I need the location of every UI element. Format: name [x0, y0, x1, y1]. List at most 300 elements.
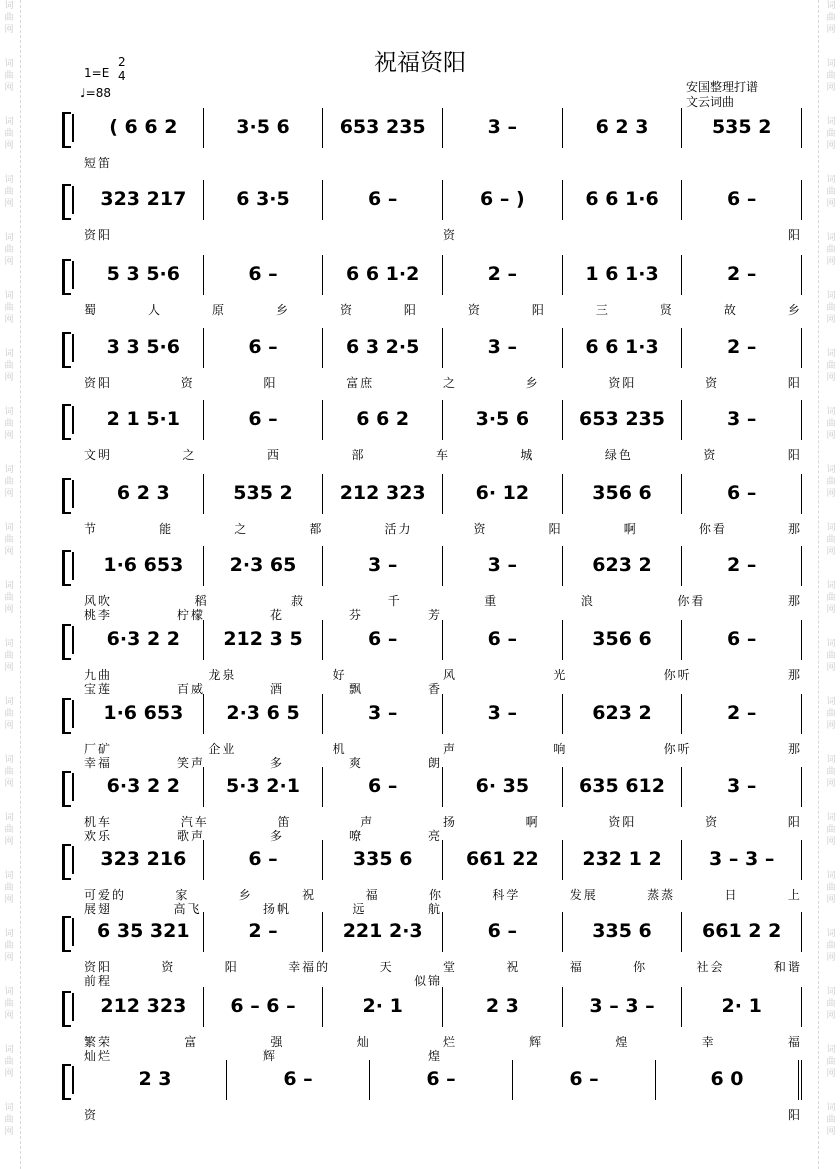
right-watermark: 词曲网 词曲网 词曲网 词曲网 词曲网 词曲网 词曲网 词曲网 词曲网 词曲网 词曲网 词曲网 词曲网 词曲网 词曲网 词曲网 词曲网 词曲网 词曲网 词曲网 [826, 1, 836, 1137]
lyric-word: 声 [360, 815, 375, 829]
lyric-word: 辉 [529, 1035, 544, 1049]
lyric-word: 亮 [427, 829, 442, 843]
measure [84, 180, 204, 220]
lyric-word: 笑声 [176, 756, 205, 770]
lyric-word: 灿 [356, 1035, 371, 1049]
lyric-word: 那 [787, 668, 802, 682]
measure-notes: 6 – [426, 1068, 456, 1090]
measure-row [84, 840, 802, 880]
measure-notes: 6 6 2 [356, 408, 410, 430]
measure [370, 1060, 513, 1100]
lyric-word: 资 [467, 303, 482, 317]
measure [682, 767, 802, 807]
lyric-word: 汽车 [180, 815, 209, 829]
lyric-word: 绿色 [604, 448, 633, 462]
system-brace [62, 844, 71, 880]
measure-row [84, 987, 802, 1027]
measure-row [84, 620, 802, 660]
lyric-word: 日 [724, 888, 739, 902]
measure-notes: 2 – [727, 702, 757, 724]
measure-notes: 6·3 2 2 [106, 628, 180, 650]
lyric-word: 柠檬 [176, 608, 205, 622]
lyric-word: 祝 [506, 960, 521, 974]
measure-notes: 6 – [727, 628, 757, 650]
lyric-word: 繁荣 [84, 1035, 113, 1049]
measure [682, 987, 802, 1027]
measure-row [84, 255, 802, 295]
lyric-word: 高飞 [173, 902, 202, 916]
measure [563, 620, 683, 660]
measure [204, 328, 324, 368]
system-brace [62, 1064, 71, 1100]
measure-row [84, 546, 802, 586]
measure [563, 400, 683, 440]
measure [323, 546, 443, 586]
lyric-word: 富 [184, 1035, 199, 1049]
measure-notes: 3 – [727, 775, 757, 797]
system-brace [62, 550, 71, 586]
lyric-word: 阳 [787, 815, 802, 829]
system-brace [62, 991, 71, 1027]
lyric-word: 多 [269, 829, 284, 843]
lyric-word: 都 [309, 522, 324, 536]
measure [84, 546, 204, 586]
measure-notes: 6· 35 [475, 775, 530, 797]
measure [84, 767, 204, 807]
measure-row [84, 474, 802, 514]
system-barline [72, 480, 74, 508]
measure-notes: 3·5 6 [475, 408, 530, 430]
lyric-word: 幸福 [84, 756, 113, 770]
lyric-word: 蜀 [84, 303, 99, 317]
measure [84, 620, 204, 660]
lyric-word: 阳 [548, 522, 563, 536]
lyric-word: 上 [787, 888, 802, 902]
lyric-word: 香 [427, 682, 442, 696]
measure [682, 474, 802, 514]
measure [563, 255, 683, 295]
lyric-word: 阳 [787, 448, 802, 462]
measure [563, 767, 683, 807]
composer-credit: 文云词曲 [686, 95, 735, 109]
measure [204, 474, 324, 514]
measure [682, 620, 802, 660]
lyric-word: 可爱的 [84, 888, 127, 902]
measure [204, 840, 324, 880]
measure [682, 400, 802, 440]
lyric-word: 富庶 [346, 376, 375, 390]
measure-notes: 661 2 2 [702, 920, 782, 942]
measure-notes: 335 6 [352, 848, 413, 870]
lyric-word: 好 [332, 668, 347, 682]
lyric-word: 企业 [208, 742, 237, 756]
measure-notes: 6 6 1·6 [585, 188, 659, 210]
lyric-line [84, 301, 802, 318]
measure [682, 912, 802, 952]
measure-notes: 6 35 321 [97, 920, 190, 942]
measure-row [84, 328, 802, 368]
measure [204, 987, 324, 1027]
measure [84, 987, 204, 1027]
lyric-word: 阳 [787, 1108, 802, 1122]
lyric-word: 那 [787, 742, 802, 756]
lyric-word: 你 [633, 960, 648, 974]
measure-notes: 3 – [727, 408, 757, 430]
measure-notes: 6 6 1·2 [346, 263, 420, 285]
left-page-border [20, 0, 21, 1169]
measure-row [84, 180, 802, 220]
lyric-word: 酒 [269, 682, 284, 696]
measure-notes: 6· 12 [475, 482, 530, 504]
measure [204, 546, 324, 586]
measure-notes: 356 6 [592, 628, 652, 650]
measure-notes: 6 3 2·5 [346, 336, 420, 358]
lyric-word: 烂 [442, 1035, 457, 1049]
lyric-line [84, 154, 802, 171]
lyric-word: 资阳 [608, 376, 637, 390]
lyric-word: 前程 [84, 974, 113, 988]
lyric-word: 声 [442, 742, 457, 756]
measure [204, 620, 324, 660]
meter-top: 2 [118, 55, 126, 69]
measure [563, 546, 683, 586]
lyric-word: 厂矿 [84, 742, 113, 756]
lyric-word: 资 [705, 815, 720, 829]
measure [443, 180, 563, 220]
measure-notes: 2· 1 [362, 995, 403, 1017]
system-barline [72, 773, 74, 801]
lyric-word: 光 [553, 668, 568, 682]
lyric-word: 原 [211, 303, 226, 317]
lyric-line [84, 1106, 802, 1123]
system-brace [62, 916, 71, 952]
measure [682, 840, 802, 880]
measure-notes: 623 2 [592, 702, 652, 724]
measure-notes: 5·3 2·1 [226, 775, 300, 797]
measure [443, 546, 563, 586]
measure [204, 912, 324, 952]
measure [563, 328, 683, 368]
lyric-word: 资 [473, 522, 488, 536]
measure-row [84, 767, 802, 807]
measure [84, 108, 204, 148]
lyric-word: 西 [266, 448, 281, 462]
measure [323, 912, 443, 952]
measure [443, 474, 563, 514]
lyric-word: 福 [787, 1035, 802, 1049]
measure [682, 108, 802, 148]
measure-notes: 3 3 5·6 [106, 336, 180, 358]
measure-notes: 6 2 3 [116, 482, 170, 504]
measure-notes: 1·6 653 [103, 702, 184, 724]
lyric-word: 飘 [348, 682, 363, 696]
lyric-word: 那 [787, 594, 802, 608]
system-brace [62, 698, 71, 734]
measure-notes: 535 2 [711, 116, 772, 138]
measure-notes: 3 – [487, 336, 518, 358]
lyric-word: 似锦 [413, 974, 442, 988]
lyric-word: 乡 [238, 888, 253, 902]
measure [323, 328, 443, 368]
lyric-word: 资阳 [84, 376, 113, 390]
lyric-word: 人 [147, 303, 162, 317]
system-brace [62, 332, 71, 368]
lyric-word: 乡 [275, 303, 290, 317]
measure-notes: 6 6 1·3 [585, 336, 659, 358]
measure-notes: 3 – 3 – [589, 995, 655, 1017]
measure [323, 180, 443, 220]
measure-notes: 6 – [727, 482, 757, 504]
measure-notes: 5 3 5·6 [106, 263, 180, 285]
lyric-word: 远 [352, 902, 367, 916]
measure [204, 255, 324, 295]
lyric-word: 乡 [787, 303, 802, 317]
measure [84, 912, 204, 952]
measure-notes: 2 – [727, 554, 757, 576]
measure [323, 400, 443, 440]
lyric-word: 那 [787, 522, 802, 536]
lyric-word: 城 [520, 448, 535, 462]
lyric-word: 资 [180, 376, 195, 390]
lyric-word: 之 [234, 522, 249, 536]
measure [656, 1060, 802, 1100]
measure-notes: 356 6 [592, 482, 652, 504]
system-barline [72, 186, 74, 214]
lyric-word: 阳 [787, 376, 802, 390]
system-barline [72, 261, 74, 289]
lyric-word: 天 [379, 960, 394, 974]
measure [682, 694, 802, 734]
lyric-word: 资 [339, 303, 354, 317]
measure [323, 987, 443, 1027]
lyric-word: 资 [442, 228, 457, 242]
measure-notes: 3 – [368, 554, 398, 576]
system-barline [72, 918, 74, 946]
measure-notes: 2·3 6 5 [226, 702, 300, 724]
system-brace [62, 184, 71, 220]
lyric-word: 芳 [427, 608, 442, 622]
lyric-word: 辉 [262, 1049, 277, 1063]
lyric-word: 灿烂 [84, 1049, 113, 1063]
lyric-word: 资阳 [84, 960, 113, 974]
measure-notes: 3·5 6 [236, 116, 290, 138]
measure-notes: 3 – [368, 702, 398, 724]
system-barline [72, 626, 74, 654]
system-barline [72, 552, 74, 580]
measure-notes: 3 – 3 – [709, 848, 775, 870]
lyric-word: 嘹 [348, 829, 363, 843]
lyric-word: 科学 [492, 888, 521, 902]
lyric-word: 笛 [277, 815, 292, 829]
measure [682, 180, 802, 220]
measure-notes: 6 – [283, 1068, 313, 1090]
lyric-word: 资阳 [608, 815, 637, 829]
lyric-word: 强 [270, 1035, 285, 1049]
lyric-word: 啊 [525, 815, 540, 829]
measure-notes: 2 3 [485, 995, 519, 1017]
lyric-word: 九曲 [84, 668, 113, 682]
lyric-word: 阳 [787, 228, 802, 242]
measure [443, 840, 563, 880]
lyric-word: 爽 [348, 756, 363, 770]
lyric-word: 歌声 [176, 829, 205, 843]
lyric-word: 桃李 [84, 608, 113, 622]
lyric-word: 车 [435, 448, 450, 462]
measure-notes: 6 – [368, 188, 398, 210]
measure [323, 767, 443, 807]
measure-notes: 653 235 [339, 116, 426, 138]
measure [563, 694, 683, 734]
measure-notes: 1 6 1·3 [585, 263, 659, 285]
lyric-word: 稻 [194, 594, 209, 608]
measure-notes: 3 – [487, 702, 518, 724]
measure-notes: 221 2·3 [342, 920, 423, 942]
measure-notes: 2 1 5·1 [106, 408, 180, 430]
measure-notes: 6 – [248, 848, 278, 870]
lyric-word: 幸福的 [288, 960, 331, 974]
measure-row [84, 108, 802, 148]
lyric-word: 你 [428, 888, 443, 902]
measure [682, 328, 802, 368]
lyric-word: 阳 [531, 303, 546, 317]
measure-notes: 6·3 2 2 [106, 775, 180, 797]
lyric-word: 扬 [442, 815, 457, 829]
lyric-word: 文明 [84, 448, 113, 462]
lyric-word: 响 [553, 742, 568, 756]
measure [323, 694, 443, 734]
lyric-word: 扬帆 [262, 902, 291, 916]
tempo-mark: ♩=88 [80, 86, 111, 100]
measure-row [84, 400, 802, 440]
measure [84, 400, 204, 440]
system-barline [72, 846, 74, 874]
system-brace [62, 404, 71, 440]
measure [323, 474, 443, 514]
lyric-word: 福 [365, 888, 380, 902]
lyric-word: 乡 [525, 376, 540, 390]
lyric-word: 节 [84, 522, 99, 536]
lyric-word: 贤 [659, 303, 674, 317]
lyric-word: 百威 [176, 682, 205, 696]
measure-notes: 212 323 [100, 995, 187, 1017]
arranger-credit: 安国整理打谱 [686, 80, 759, 94]
page-title: 祝福资阳 [374, 50, 466, 76]
lyric-word: 故 [723, 303, 738, 317]
measure-notes: 3 – [487, 554, 518, 576]
measure-notes: 2 – [727, 336, 757, 358]
lyric-word: 阳 [263, 376, 278, 390]
measure-notes: 6 – [569, 1068, 599, 1090]
measure-notes: 6 3·5 [236, 188, 290, 210]
lyric-word: 煌 [427, 1049, 442, 1063]
measure-notes: 535 2 [233, 482, 293, 504]
lyric-word: 你看 [698, 522, 727, 536]
lyric-word: 阳 [403, 303, 418, 317]
measure [323, 620, 443, 660]
lyric-word: 资阳 [84, 228, 113, 242]
measure [682, 255, 802, 295]
measure [443, 694, 563, 734]
measure-row [84, 694, 802, 734]
measure-row [84, 1060, 802, 1100]
measure [84, 1060, 227, 1100]
system-barline [72, 993, 74, 1021]
system-brace [62, 112, 71, 148]
lyric-line [84, 520, 802, 537]
lyric-word: 菽 [291, 594, 306, 608]
lyric-word: 重 [484, 594, 499, 608]
left-watermark: 词曲网 词曲网 词曲网 词曲网 词曲网 词曲网 词曲网 词曲网 词曲网 词曲网 词曲网 词曲网 词曲网 词曲网 词曲网 词曲网 词曲网 词曲网 词曲网 词曲网 [4, 1, 14, 1137]
measure-notes: 335 6 [592, 920, 652, 942]
measure [204, 767, 324, 807]
lyric-word: 家 [175, 888, 190, 902]
lyric-word: 煌 [615, 1035, 630, 1049]
lyric-word: 你听 [663, 668, 692, 682]
lyric-word: 多 [269, 756, 284, 770]
lyric-word: 之 [442, 376, 457, 390]
measure [443, 400, 563, 440]
system-brace [62, 624, 71, 660]
lyric-word: 航 [427, 902, 442, 916]
measure [204, 180, 324, 220]
measure [84, 694, 204, 734]
lyric-word: 祝 [302, 888, 317, 902]
lyric-line [84, 446, 802, 463]
measure-notes: 2 3 [138, 1068, 172, 1090]
measure-notes: 6 – [487, 920, 518, 942]
lyric-word: 资 [703, 448, 718, 462]
lyric-line [84, 374, 802, 391]
lyric-word: 龙泉 [208, 668, 237, 682]
measure-notes: 2·3 65 [229, 554, 297, 576]
system-barline [72, 406, 74, 434]
measure [204, 400, 324, 440]
measure [443, 255, 563, 295]
right-page-border [818, 0, 819, 1169]
lyric-word: 机 [332, 742, 347, 756]
measure-notes: 6 – 6 – [230, 995, 296, 1017]
measure [84, 328, 204, 368]
measure-notes: 6 2 3 [595, 116, 649, 138]
lyric-word: 社会 [696, 960, 725, 974]
measure-row [84, 912, 802, 952]
system-brace [62, 771, 71, 807]
lyric-word: 蒸蒸 [647, 888, 676, 902]
lyric-word: 和谐 [773, 960, 802, 974]
lyric-word: 展翅 [84, 902, 113, 916]
measure-notes: 6 – [368, 628, 398, 650]
measure [443, 108, 563, 148]
measure [84, 840, 204, 880]
measure-notes: 212 323 [339, 482, 426, 504]
lyric-word: 部 [351, 448, 366, 462]
measure [84, 474, 204, 514]
lyric-word: 宝莲 [84, 682, 113, 696]
lyric-word: 机车 [84, 815, 113, 829]
measure-notes: 6 – [368, 775, 398, 797]
measure-notes: 2 – [727, 263, 757, 285]
measure-notes: 232 1 2 [582, 848, 662, 870]
measure-notes: 2 – [248, 920, 278, 942]
measure-notes: 6 – [487, 628, 518, 650]
lyric-word: 朗 [427, 756, 442, 770]
lyric-word: 欢乐 [84, 829, 113, 843]
measure [227, 1060, 370, 1100]
lyric-word: 福 [569, 960, 584, 974]
measure-notes: 6 – [248, 408, 278, 430]
measure-notes: 6 0 [710, 1068, 744, 1090]
measure-notes: 653 235 [579, 408, 665, 430]
